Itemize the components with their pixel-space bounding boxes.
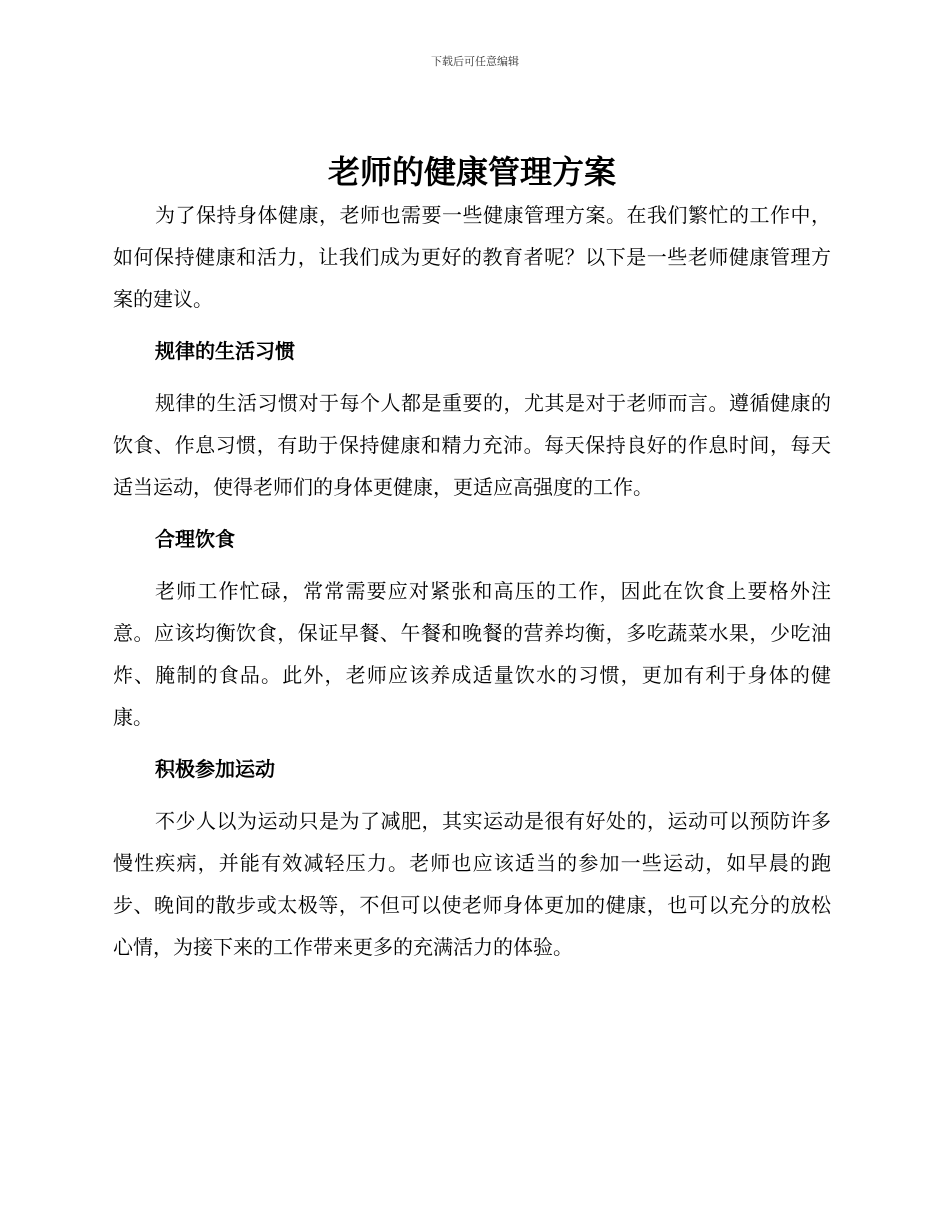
- section-heading-diet: 合理饮食: [155, 527, 235, 551]
- section-body-routine: 规律的生活习惯对于每个人都是重要的，尤其是对于老师而言。遵循健康的饮食、作息习惯，有助于保持健康和精力充沛。每天保持良好的作息时间，每天适当运动，使得老师们的身体更健康，更适应高强度的工作。: [113, 391, 831, 499]
- section-heading-exercise: 积极参加运动: [155, 757, 275, 781]
- intro-paragraph: 为了保持身体健康，老师也需要一些健康管理方案。在我们繁忙的工作中，如何保持健康和活力，让我们成为更好的教育者呢？以下是一些老师健康管理方案的建议。: [113, 203, 831, 311]
- section-body-diet: 老师工作忙碌，常常需要应对紧张和高压的工作，因此在饮食上要格外注意。应该均衡饮食，保证早餐、午餐和晚餐的营养均衡，多吃蔬菜水果，少吃油炸、腌制的食品。此外，老师应该养成适量饮水的习惯，更加有利于身体的健康。: [113, 579, 831, 729]
- document-title: 老师的健康管理方案: [327, 153, 616, 191]
- section-heading-routine: 规律的生活习惯: [155, 339, 295, 363]
- page-header-note: 下载后可任意编辑: [431, 55, 519, 68]
- document-body: [113, 150, 831, 968]
- section-body-exercise: 不少人以为运动只是为了减肥，其实运动是很有好处的，运动可以预防许多慢性疾病，并能有效减轻压力。老师也应该适当的参加一些运动，如早晨的跑步、晚间的散步或太极等，不但可以使老师身体更加的健康，也可以充分的放松心情，为接下来的工作带来更多的充满活力的体验。: [113, 809, 831, 959]
